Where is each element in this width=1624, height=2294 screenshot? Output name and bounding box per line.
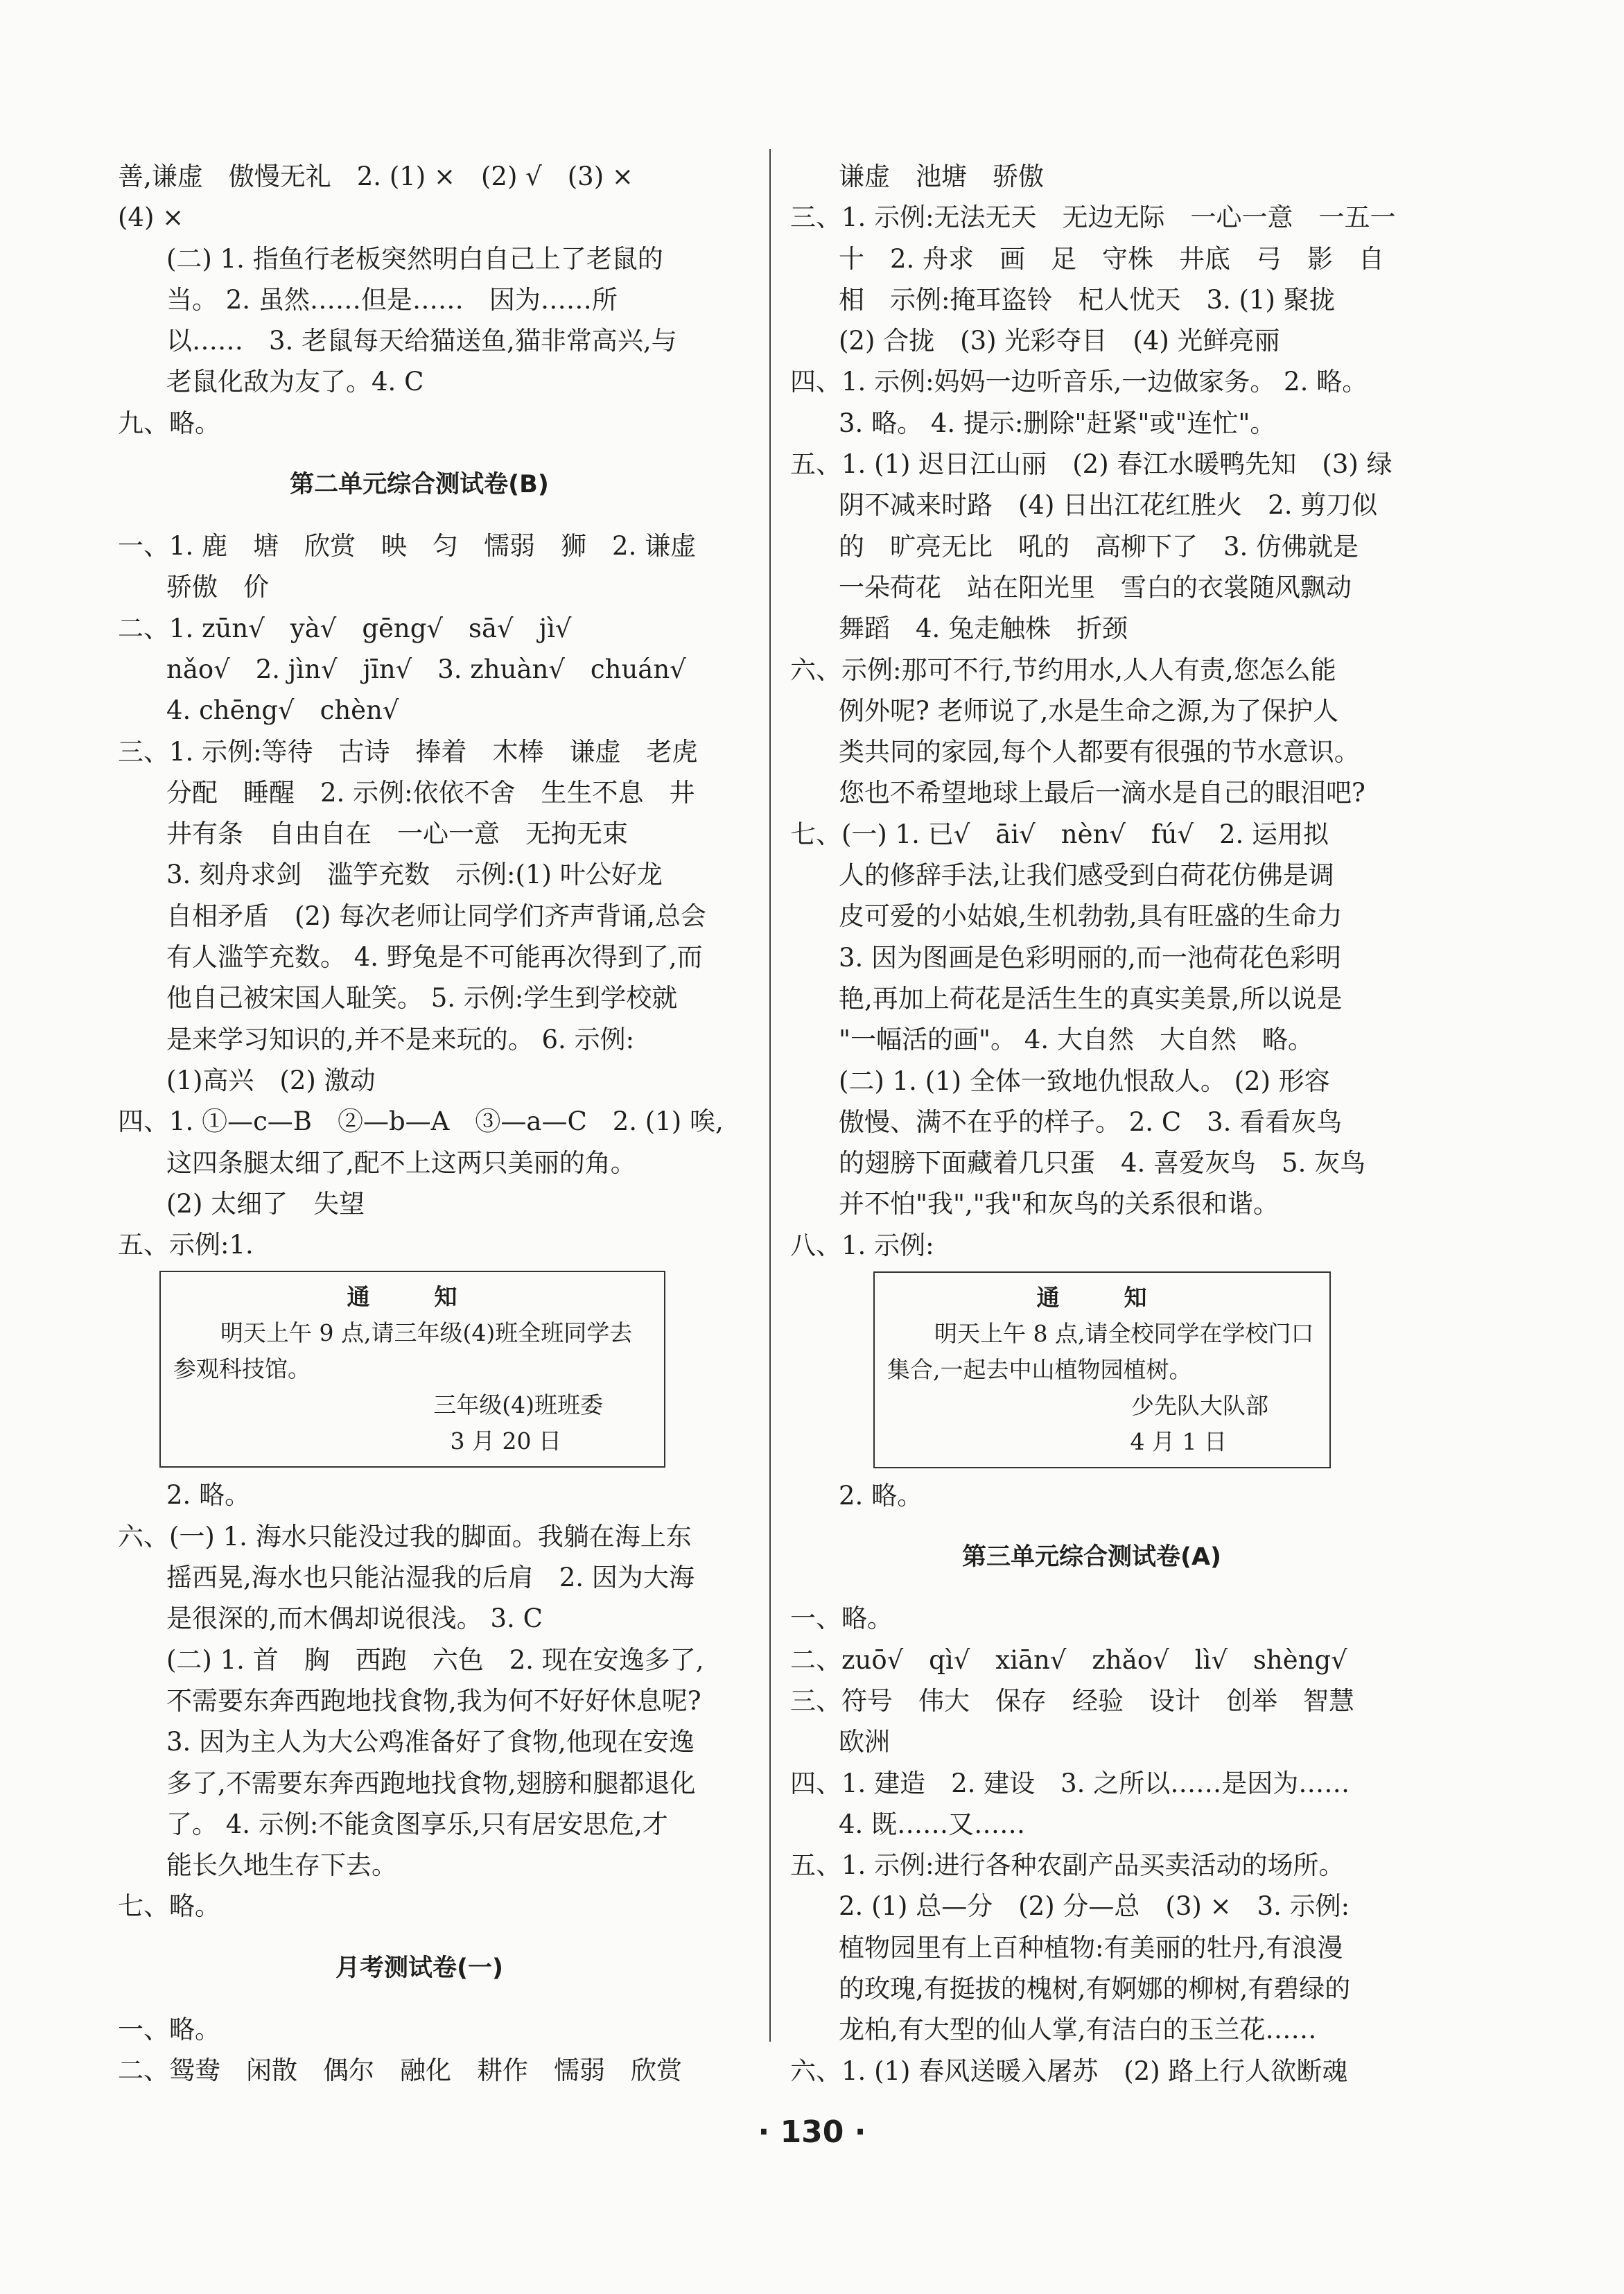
answer-line: 谦虚 池塘 骄傲 (839, 162, 1044, 191)
answer-line: 善,谦虚 傲慢无礼 2. (1) × (2) √ (3) × (118, 162, 634, 191)
answer-line: 以…… 3. 老鼠每天给猫送鱼,猫非常高兴,与 (166, 326, 677, 356)
page-number: · 130 · (758, 2114, 866, 2150)
notice-body: 明天上午 8 点,请全校同学在学校门口集合,一起去中山植物园植树。 (887, 1320, 1314, 1384)
notice-box (159, 1271, 665, 1468)
answer-line: 七、略。 (118, 1891, 220, 1922)
answer-line: 一、略。 (790, 1604, 893, 1634)
right-lines-a (790, 156, 1396, 1266)
answer-line: 阴不减来时路 (4) 日出江花红胜火 2. 剪刀似 (839, 490, 1378, 521)
answer-line: 3. 因为图画是色彩明丽的,而一池荷花色彩明 (839, 942, 1341, 973)
answer-line: 3. 因为主人为大公鸡准备好了食物,他现在安逸 (166, 1727, 695, 1757)
left-column (118, 156, 724, 2091)
answer-line: nǎo√ 2. jìn√ jīn√ 3. zhuàn√ chuán√ (166, 654, 686, 684)
right-column (790, 156, 1396, 2092)
answer-line: 一朵荷花 站在阳光里 雪白的衣裳随风飘动 (839, 572, 1352, 602)
answer-line: 骄傲 价 (166, 572, 269, 602)
answer-line: 五、1. 示例:进行各种农副产品买卖活动的场所。 (790, 1850, 1345, 1881)
answer-line: 六、示例:那可不行,节约用水,人人有责,您怎么能 (790, 654, 1336, 685)
answer-line: 皮可爱的小姑娘,生机勃勃,具有旺盛的生命力 (839, 901, 1343, 932)
answer-line: (二) 1. 首 胸 西跑 六色 2. 现在安逸多了, (166, 1644, 704, 1675)
left-lines-a (118, 156, 721, 444)
answer-line: 老鼠化敌为友了。4. C (166, 367, 424, 397)
answer-line: 四、1. 建造 2. 建设 3. 之所以……是因为…… (790, 1768, 1350, 1798)
answer-line: 六、1. (1) 春风送暖入屠苏 (2) 路上行人欲断魂 (790, 2056, 1348, 2086)
answer-line: 不需要东奔西跑地找食物,我为何不好好休息呢? (166, 1685, 701, 1716)
answer-line: 能长久地生存下去。 (166, 1850, 397, 1881)
answer-line: 龙柏,有大型的仙人掌,有洁白的玉兰花…… (839, 2015, 1317, 2045)
answer-line: (4) × (118, 202, 184, 233)
answer-line: (2) 合拢 (3) 光彩夺目 (4) 光鲜亮丽 (839, 326, 1280, 356)
left-lines-d (118, 2009, 721, 2092)
answer-line: 2. 略。 (166, 1480, 251, 1511)
answer-line: 艳,再加上荷花是活生生的真实美景,所以说是 (839, 983, 1343, 1014)
notice-date: 4 月 1 日 (1130, 1428, 1227, 1456)
answer-line: 四、1. 示例:妈妈一边听音乐,一边做家务。 2. 略。 (790, 367, 1368, 397)
answer-line: 的玫瑰,有挺拔的槐树,有婀娜的柳树,有碧绿的 (839, 1973, 1351, 2004)
answer-line: 了。 4. 示例:不能贪图享乐,只有居安思危,才 (166, 1809, 668, 1839)
answer-line: 4. chēng√ chèn√ (166, 695, 399, 726)
answer-line: 当。 2. 虽然……但是…… 因为……所 (166, 284, 618, 315)
answer-line: 有人滥竽充数。 4. 野兔是不可能再次得到了,而 (166, 942, 703, 973)
right-lines-c (790, 1598, 1393, 2092)
answer-line: 是很深的,而木偶却说很浅。 3. C (166, 1604, 543, 1634)
notice-date: 3 月 20 日 (450, 1427, 561, 1455)
column-divider (769, 149, 771, 2042)
answer-line: (二) 1. (1) 全体一致地仇恨敌人。 (2) 形容 (839, 1066, 1330, 1096)
notice-title: 通 知 (347, 1283, 478, 1311)
answer-line: 六、(一) 1. 海水只能没过我的脚面。我躺在海上东 (118, 1521, 692, 1552)
answer-line: 九、略。 (118, 408, 220, 438)
answer-line: 2. (1) 总—分 (2) 分—总 (3) × 3. 示例: (839, 1891, 1350, 1922)
answer-line: 例外呢? 老师说了,水是生命之源,为了保护人 (839, 695, 1339, 726)
answer-line: 自相矛盾 (2) 每次老师让同学们齐声背诵,总会 (166, 901, 706, 931)
answer-line: 十 2. 舟求 画 足 守株 井底 弓 影 自 (839, 243, 1385, 274)
answer-line: (二) 1. 指鱼行老板突然明白自己上了老鼠的 (166, 243, 663, 274)
answer-line: 并不怕"我","我"和灰鸟的关系很和谐。 (839, 1189, 1279, 1219)
answer-line: 三、符号 伟大 保存 经验 设计 创举 智慧 (790, 1685, 1354, 1716)
answer-line: 五、1. (1) 迟日江山丽 (2) 春江水暖鸭先知 (3) 绿 (790, 449, 1392, 480)
answer-line: 井有条 自由自在 一心一意 无拘无束 (166, 819, 628, 849)
answer-line: 傲慢、满不在乎的样子。 2. C 3. 看看灰鸟 (839, 1106, 1343, 1137)
answer-line: 三、1. 示例:无法无天 无边无际 一心一意 一五一 (790, 202, 1396, 233)
answer-line: 的翅膀下面藏着几只蛋 4. 喜爱灰鸟 5. 灰鸟 (839, 1148, 1366, 1179)
answer-line: 您也不希望地球上最后一滴水是自己的眼泪吧? (839, 778, 1365, 808)
answer-line: 的 旷亮无比 吼的 高柳下了 3. 仿佛就是 (839, 531, 1359, 562)
answer-line: 二、鸳鸯 闲散 偶尔 融化 耕作 懦弱 欣赏 (118, 2055, 682, 2085)
section-heading: 第二单元综合测试卷(B) (290, 471, 549, 499)
answer-line: 一、略。 (118, 2014, 220, 2044)
answer-line: 二、1. zūn√ yà√ gēng√ sā√ jì√ (118, 613, 572, 643)
answer-line: 分配 睡醒 2. 示例:依依不舍 生生不息 井 (166, 777, 695, 808)
left-lines-c (118, 1475, 721, 1927)
answer-line: 七、(一) 1. 已√ āi√ nèn√ fú√ 2. 运用拟 (790, 819, 1329, 849)
section-heading: 第三单元综合测试卷(A) (961, 1543, 1222, 1572)
answer-line: 四、1. ①—c—B ②—b—A ③—a—C 2. (1) 唉, (118, 1106, 724, 1137)
answer-line: 2. 略。 (839, 1481, 923, 1511)
answer-line: 是来学习知识的,并不是来玩的。 6. 示例: (166, 1024, 635, 1054)
section-heading: 月考测试卷(一) (335, 1954, 503, 1982)
notice-box (873, 1271, 1331, 1468)
answer-line: 二、zuō√ qì√ xiān√ zhǎo√ lì√ shèng√ (790, 1644, 1347, 1675)
answer-line: (2) 太细了 失望 (166, 1188, 365, 1219)
answer-line: 相 示例:掩耳盗铃 杞人忧天 3. (1) 聚拢 (839, 284, 1335, 315)
answer-line: 八、1. 示例: (790, 1230, 934, 1260)
answer-line: 3. 略。 4. 提示:删除"赶紧"或"连忙"。 (839, 408, 1276, 438)
notice-body: 明天上午 9 点,请三年级(4)班全班同学去参观科技馆。 (173, 1319, 633, 1383)
answer-line: 舞蹈 4. 兔走触株 折颈 (839, 614, 1128, 644)
answer-line: 他自己被宋国人耻笑。 5. 示例:学生到学校就 (166, 983, 678, 1014)
answer-line: 一、1. 鹿 塘 欣赏 映 匀 懦弱 狮 2. 谦虚 (118, 531, 697, 562)
answer-line: 这四条腿太细了,配不上这两只美丽的角。 (166, 1147, 636, 1178)
answer-line: (1)高兴 (2) 激动 (166, 1065, 376, 1095)
notice-signature: 少先队大队部 (1131, 1392, 1268, 1420)
answer-line: 人的修辞手法,让我们感受到白荷花仿佛是调 (839, 860, 1334, 891)
answer-line: 欧洲 (839, 1727, 890, 1757)
notice-signature: 三年级(4)班班委 (433, 1391, 603, 1419)
answer-line: 多了,不需要东奔西跑地找食物,翅膀和腿都退化 (166, 1768, 696, 1798)
answer-line: 摇西晃,海水也只能沾湿我的后肩 2. 因为大海 (166, 1563, 695, 1593)
answer-line: 五、示例:1. (118, 1230, 254, 1260)
left-lines-b (118, 525, 724, 1265)
answer-line: 4. 既……又…… (839, 1809, 1026, 1839)
answer-line: 三、1. 示例:等待 古诗 捧着 木棒 谦虚 老虎 (118, 736, 698, 767)
answer-line: 植物园里有上百种植物:有美丽的牡丹,有浪漫 (839, 1932, 1343, 1963)
answer-line: "一幅活的画"。 4. 大自然 大自然 略。 (839, 1025, 1313, 1055)
right-lines-b (790, 1475, 1393, 1516)
answer-line: 3. 刻舟求剑 滥竽充数 示例:(1) 叶公好龙 (166, 860, 663, 890)
answer-line: 类共同的家园,每个人都要有很强的节水意识。 (839, 737, 1360, 767)
notice-title: 通 知 (1036, 1284, 1168, 1312)
